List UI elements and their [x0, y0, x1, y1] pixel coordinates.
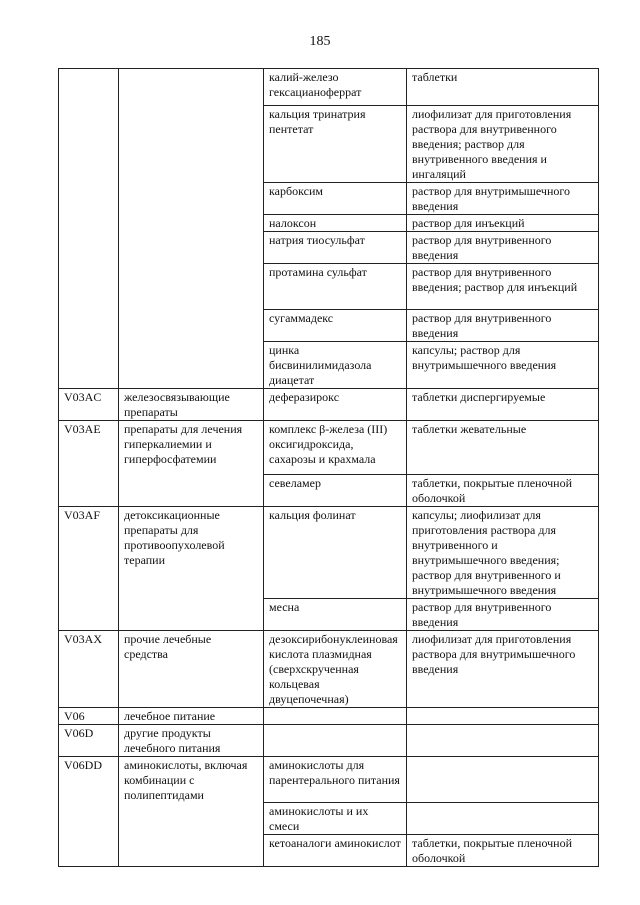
form-cell: раствор для внутривенного введения [407, 310, 599, 342]
group-cell: другие продукты лечебного питания [119, 725, 264, 757]
form-cell [407, 757, 599, 803]
form-cell: таблетки, покрытые пленочной оболочкой [407, 835, 599, 867]
form-cell [407, 708, 599, 725]
table-row [59, 69, 599, 106]
drug-cell: натрия тиосульфат [264, 232, 407, 264]
table-row [59, 708, 599, 725]
table-row [59, 421, 599, 475]
drug-cell [264, 708, 407, 725]
group-cell: аминокислоты, включая комбинации с полипептидами [119, 757, 264, 867]
drug-cell [264, 725, 407, 757]
drug-cell: калий-железо гексацианоферрат [264, 69, 407, 106]
drug-cell: карбоксим [264, 183, 407, 215]
group-cell: лечебное питание [119, 708, 264, 725]
form-cell: раствор для внутривенного введения [407, 232, 599, 264]
form-cell: раствор для внутримышечного введения [407, 183, 599, 215]
form-cell [407, 725, 599, 757]
drug-cell: налоксон [264, 215, 407, 232]
atc-code-cell: V03AX [59, 631, 119, 708]
table-row [59, 389, 599, 421]
drug-cell: протамина сульфат [264, 264, 407, 310]
table-row [59, 631, 599, 708]
drug-cell: дезоксирибонуклеиновая кислота плазмидная (сверхскрученная кольцевая двуцепочечная) [264, 631, 407, 708]
form-cell: лиофилизат для приготовления раствора для внутривенного введения; раствор для внутривенного введения и ингаляций [407, 106, 599, 183]
page-number: 185 [309, 34, 331, 49]
group-cell: железосвязывающие препараты [119, 389, 264, 421]
drug-cell: месна [264, 599, 407, 631]
table-row [59, 757, 599, 803]
atc-code-cell: V06DD [59, 757, 119, 867]
drug-cell: кальция фолинат [264, 507, 407, 599]
drug-cell: аминокислоты для парентерального питания [264, 757, 407, 803]
form-cell: таблетки жевательные [407, 421, 599, 475]
form-cell: раствор для внутривенного введения; раствор для инъекций [407, 264, 599, 310]
group-cell: препараты для лечения гиперкалиемии и гиперфосфатемии [119, 421, 264, 507]
form-cell: капсулы; раствор для внутримышечного введения [407, 342, 599, 389]
form-cell: раствор для инъекций [407, 215, 599, 232]
drug-cell: кетоаналоги аминокислот [264, 835, 407, 867]
drug-cell: севеламер [264, 475, 407, 507]
group-cell: детоксикационные препараты для противоопухолевой терапии [119, 507, 264, 631]
form-cell: таблетки диспергируемые [407, 389, 599, 421]
atc-code-cell: V06 [59, 708, 119, 725]
atc-code-cell: V03AF [59, 507, 119, 631]
group-cell [119, 69, 264, 389]
form-cell: таблетки [407, 69, 599, 106]
form-cell [407, 803, 599, 835]
atc-code-cell: V03AE [59, 421, 119, 507]
group-cell: прочие лечебные средства [119, 631, 264, 708]
drug-table [58, 68, 599, 867]
atc-code-cell [59, 69, 119, 389]
form-cell: лиофилизат для приготовления раствора для внутримышечного введения [407, 631, 599, 708]
atc-code-cell: V03AC [59, 389, 119, 421]
drug-cell: сугаммадекс [264, 310, 407, 342]
atc-code-cell: V06D [59, 725, 119, 757]
form-cell: раствор для внутривенного введения [407, 599, 599, 631]
drug-cell: деферазирокс [264, 389, 407, 421]
drug-cell: комплекс β-железа (III) оксигидроксида, сахарозы и крахмала [264, 421, 407, 475]
drug-cell: аминокислоты и их смеси [264, 803, 407, 835]
table-row [59, 507, 599, 599]
drug-cell: цинка бисвинилимидазола диацетат [264, 342, 407, 389]
drug-cell: кальция тринатрия пентетат [264, 106, 407, 183]
form-cell: капсулы; лиофилизат для приготовления раствора для внутривенного и внутримышечного введения; раствор для внутривенного и внутримышечного введения [407, 507, 599, 599]
form-cell: таблетки, покрытые пленочной оболочкой [407, 475, 599, 507]
table-row [59, 725, 599, 757]
